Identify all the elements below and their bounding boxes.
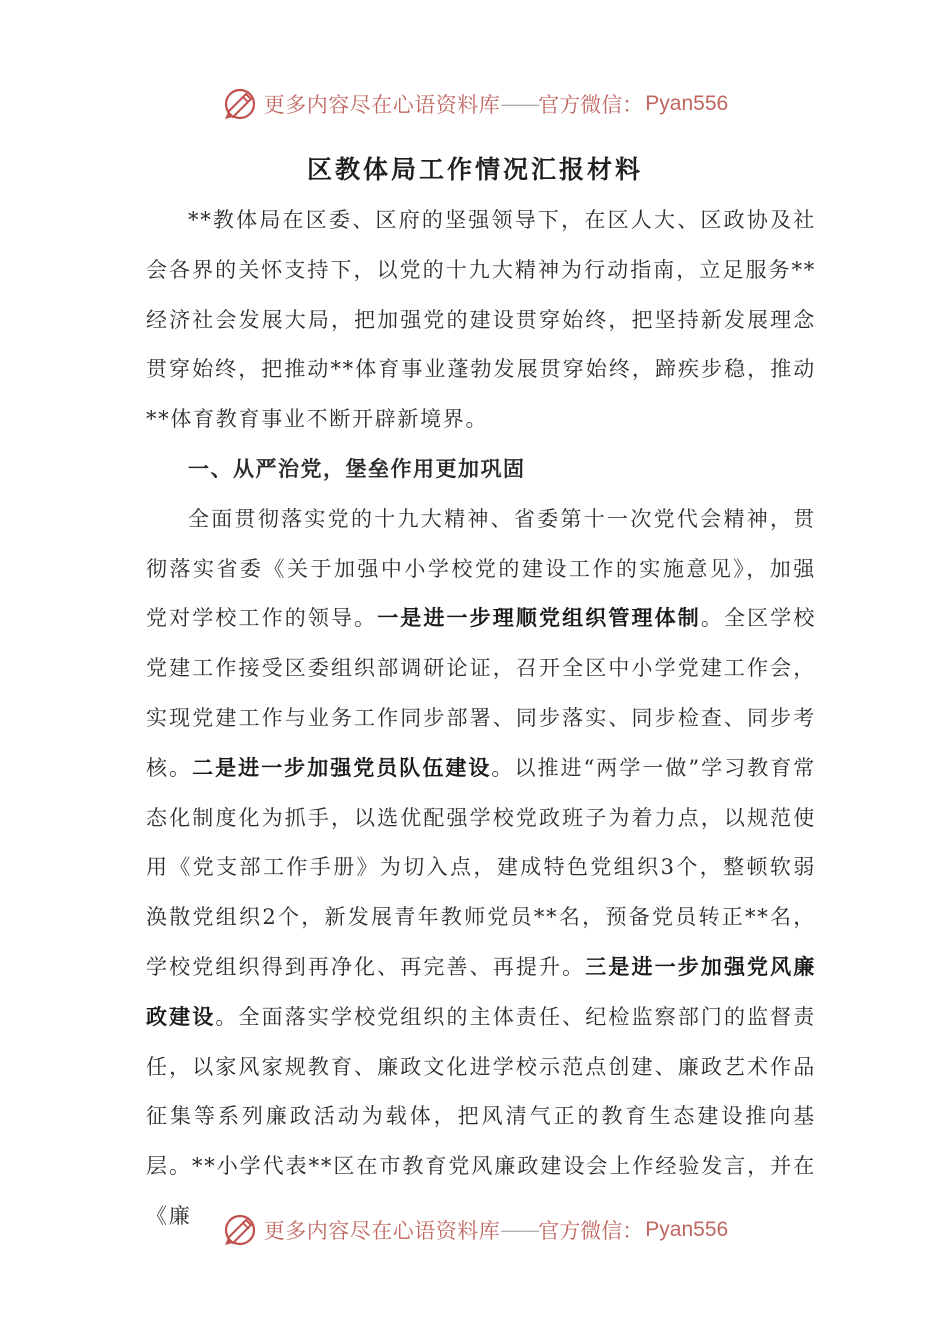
watermark-banner-bottom <box>0 1210 950 1250</box>
bold-point-2: 二是进一步加强党员队伍建设 <box>192 755 492 780</box>
text-segment: 全面贯彻落实党的十九大精神、省委第十一次党代会精神，贯彻落实省委《关于加强中小学校党的建设工作的实施意见》，加强党对学校工作的领导。 <box>146 506 816 631</box>
watermark-dash: —— <box>500 92 539 116</box>
pen-logo-icon <box>222 1212 258 1248</box>
watermark-wechat-label: 官方微信： <box>538 1219 644 1243</box>
pen-logo-icon <box>222 86 258 122</box>
watermark-wechat-id: Pyan556 <box>645 1218 729 1241</box>
text-segment: 。全区学校党建工作接受区委组织部调研论证，召开全区中小学党建工作会，实现党建工作与业务工作同步部署、同步落实、同步检查、同步考核。 <box>146 606 817 780</box>
document-body <box>146 196 816 1242</box>
bold-point-3: 三是进一步加强党风廉政建设 <box>146 954 816 1029</box>
watermark-banner-top <box>0 84 950 124</box>
section-paragraph <box>146 495 816 1242</box>
watermark-wechat-label: 官方微信： <box>538 93 644 117</box>
watermark-text: 更多内容尽在心语资料库 <box>263 93 501 117</box>
intro-paragraph: **教体局在区委、区府的坚强领导下，在区人大、区政协及社会各界的关怀支持下，以党的十九大精神为行动指南，立足服务**经济社会发展大局，把加强党的建设贯穿始终，把坚持新发展理念贯穿始终，把推动**体育事业蓬勃发展贯穿始终，蹄疾步稳，推动**体育教育事业不断开辟新境界。 <box>146 208 816 432</box>
text-segment: 。以推进“两学一做”学习教育常态化制度化为抓手，以选优配强学校党政班子为着力点，以规范使用《党支部工作手册》为切入点，建成特色党组织3个，整顿软弱涣散党组织2个，新发展青年教师党员**名，预备党员转正**名，学校党组织得到再净化、再完善、再提升。 <box>146 755 816 979</box>
document-title: 区教体局工作情况汇报材料 <box>306 155 643 184</box>
text-segment: 。全面落实学校党组织的主体责任、纪检监察部门的监督责任，以家风家规教育、廉政文化进学校示范点创建、廉政艺术作品征集等系列廉政活动为载体，把风清气正的教育生态建设推向基层。**小学代表**区在市教育党风廉政建设会上作经验发言，并在《廉 <box>146 1004 816 1228</box>
section-heading: 一、从严治党，堡垒作用更加巩固 <box>188 456 526 481</box>
watermark-dash: —— <box>500 1218 539 1242</box>
watermark-text: 更多内容尽在心语资料库 <box>263 1219 501 1243</box>
bold-point-1: 一是进一步理顺党组织管理体制 <box>377 606 701 631</box>
watermark-wechat-id: Pyan556 <box>645 92 729 115</box>
